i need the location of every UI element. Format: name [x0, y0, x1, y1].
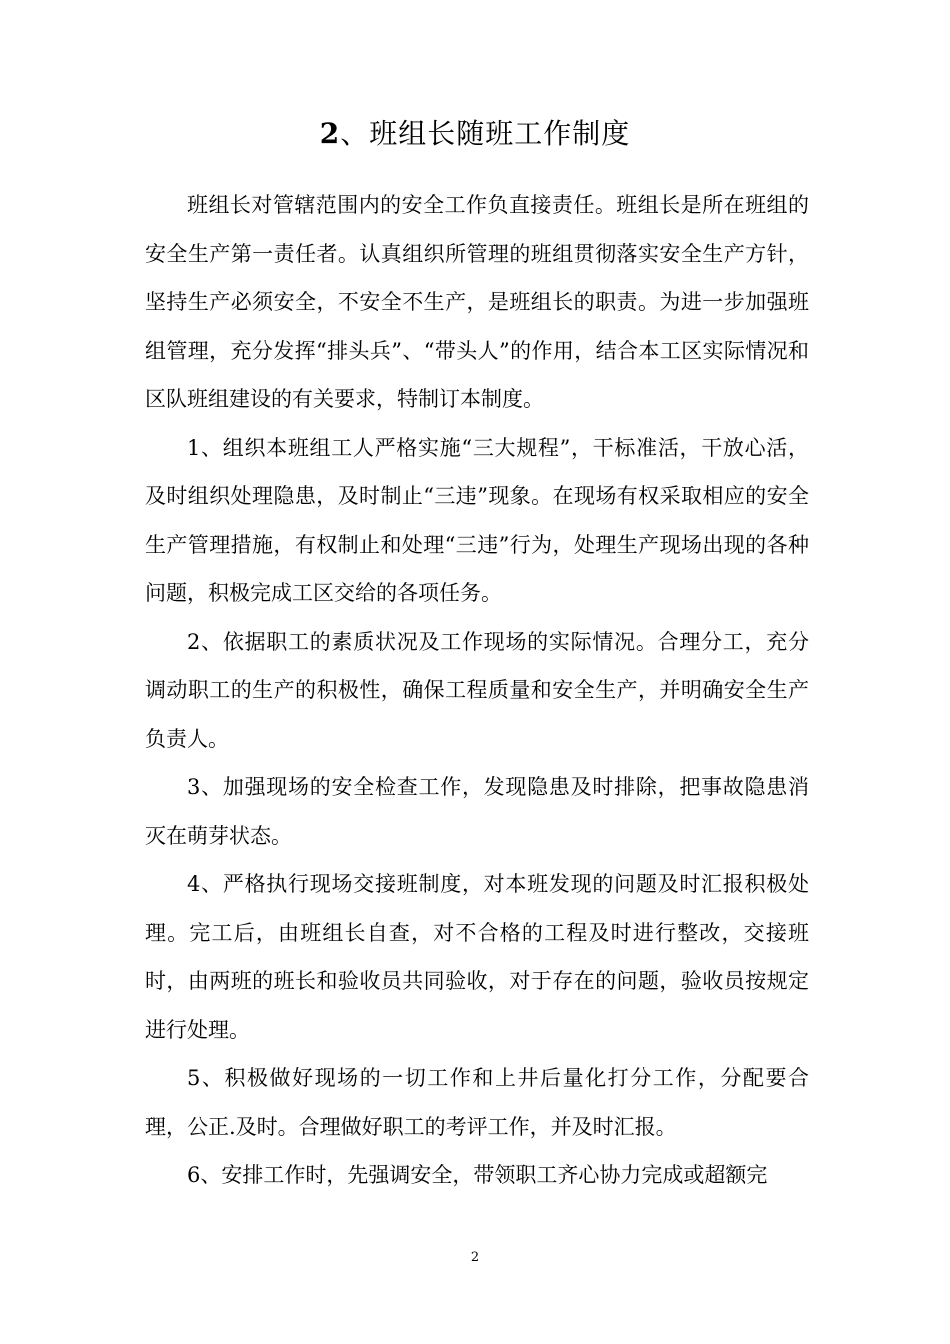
paragraph-intro: 班组长对管辖范围内的安全工作负直接责任。班组长是所在班组的安全生产第一责任者。认真组织所管理的班组贯彻落实安全生产方针，坚持生产必须安全，不安全不生产，是班组长的职责。为进一步加强班组管理，充分发挥“排头兵”、“带头人”的作用，结合本工区实际情况和区队班组建设的有关要求，特制订本制度。	[145, 193, 809, 411]
document-body	[145, 181, 809, 1200]
paragraph-item-4: 4、严格执行现场交接班制度，对本班发现的问题及时汇报积极处理。完工后，由班组长自查，对不合格的工程及时进行整改，交接班时，由两班的班长和验收员共同验收，对于存在的问题，验收员按规定进行处理。	[145, 872, 809, 1042]
page-title	[0, 112, 950, 156]
page-number: 2	[470, 1250, 480, 1265]
paragraph-item-5: 5、积极做好现场的一切工作和上井后量化打分工作，分配要合理，公正.及时。合理做好职工的考评工作，并及时汇报。	[145, 1066, 809, 1139]
title-text: 、班组长随班工作制度	[340, 117, 631, 150]
paragraph-item-2: 2、依据职工的素质状况及工作现场的实际情况。合理分工，充分调动职工的生产的积极性，确保工程质量和安全生产，并明确安全生产负责人。	[145, 629, 809, 751]
paragraph-item-1: 1、组织本班组工人严格实施“三大规程”，干标准活，干放心活，及时组织处理隐患，及时制止“三违”现象。在现场有权采取相应的安全生产管理措施，有权制止和处理“三违”行为，处理生产现场出现的各种问题，积极完成工区交给的各项任务。	[145, 435, 809, 605]
paragraph-item-3: 3、加强现场的安全检查工作，发现隐患及时排除，把事故隐患消灭在萌芽状态。	[145, 775, 809, 848]
title-number: 2	[319, 117, 341, 150]
paragraph-item-6: 6、安排工作时，先强调安全，带领职工齐心协力完成或超额完	[187, 1163, 768, 1187]
